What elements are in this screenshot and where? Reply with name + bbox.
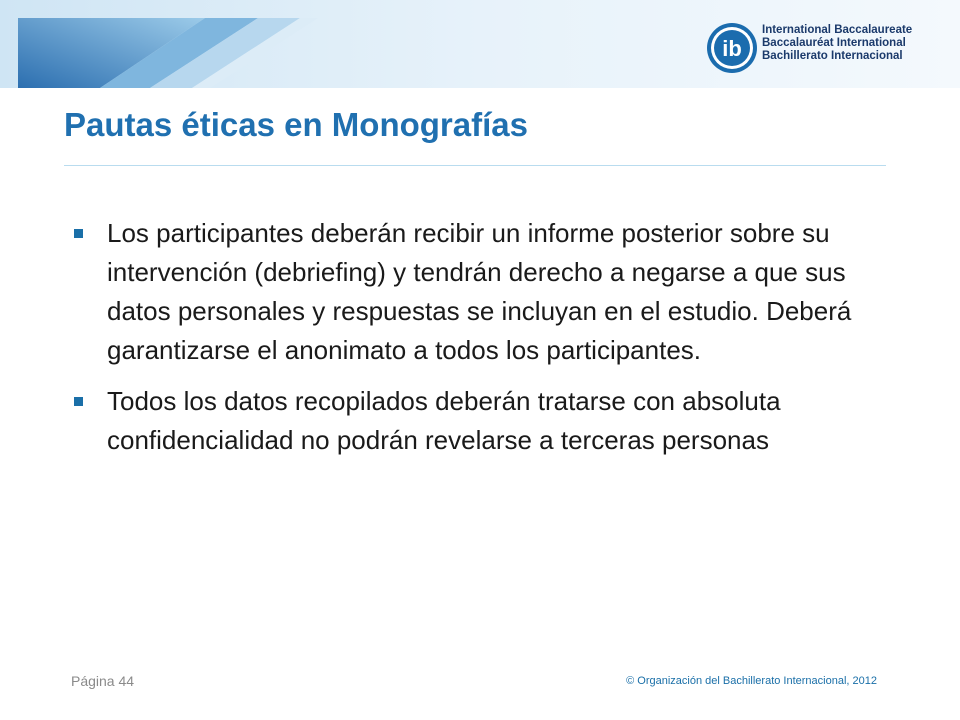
- square-bullet-icon: [74, 229, 83, 238]
- logo-line-3: Bachillerato Internacional: [762, 50, 903, 62]
- page-number: Página 44: [71, 673, 135, 689]
- copyright-notice: © Organización del Bachillerato Internacional, 2012: [626, 675, 877, 687]
- logo-line-2: Baccalauréat International: [762, 37, 906, 49]
- logo-line-1: International Baccalaureate: [762, 24, 913, 36]
- square-bullet-icon: [74, 397, 83, 406]
- bullet-text: Todos los datos recopilados deberán tratarse con absoluta confidencialidad no podrán revelarse a terceras personas: [107, 386, 781, 455]
- bullet-item: [72, 382, 878, 460]
- bullet-list: [72, 214, 878, 472]
- ib-logo-mark-text: ib: [722, 36, 742, 61]
- slide-title: Pautas éticas en Monografías: [64, 106, 528, 143]
- bullet-text: Los participantes deberán recibir un informe posterior sobre su intervención (debriefing) y tendrán derecho a negarse a que sus datos personales y respuestas se incluyan en el estudio. Deberá garantizarse el anonimato a todos los participantes.: [107, 218, 852, 365]
- bullet-item: [72, 214, 878, 370]
- ib-logo: [706, 18, 913, 78]
- ib-logo-mark-icon: [706, 22, 758, 74]
- title-divider: [64, 165, 886, 166]
